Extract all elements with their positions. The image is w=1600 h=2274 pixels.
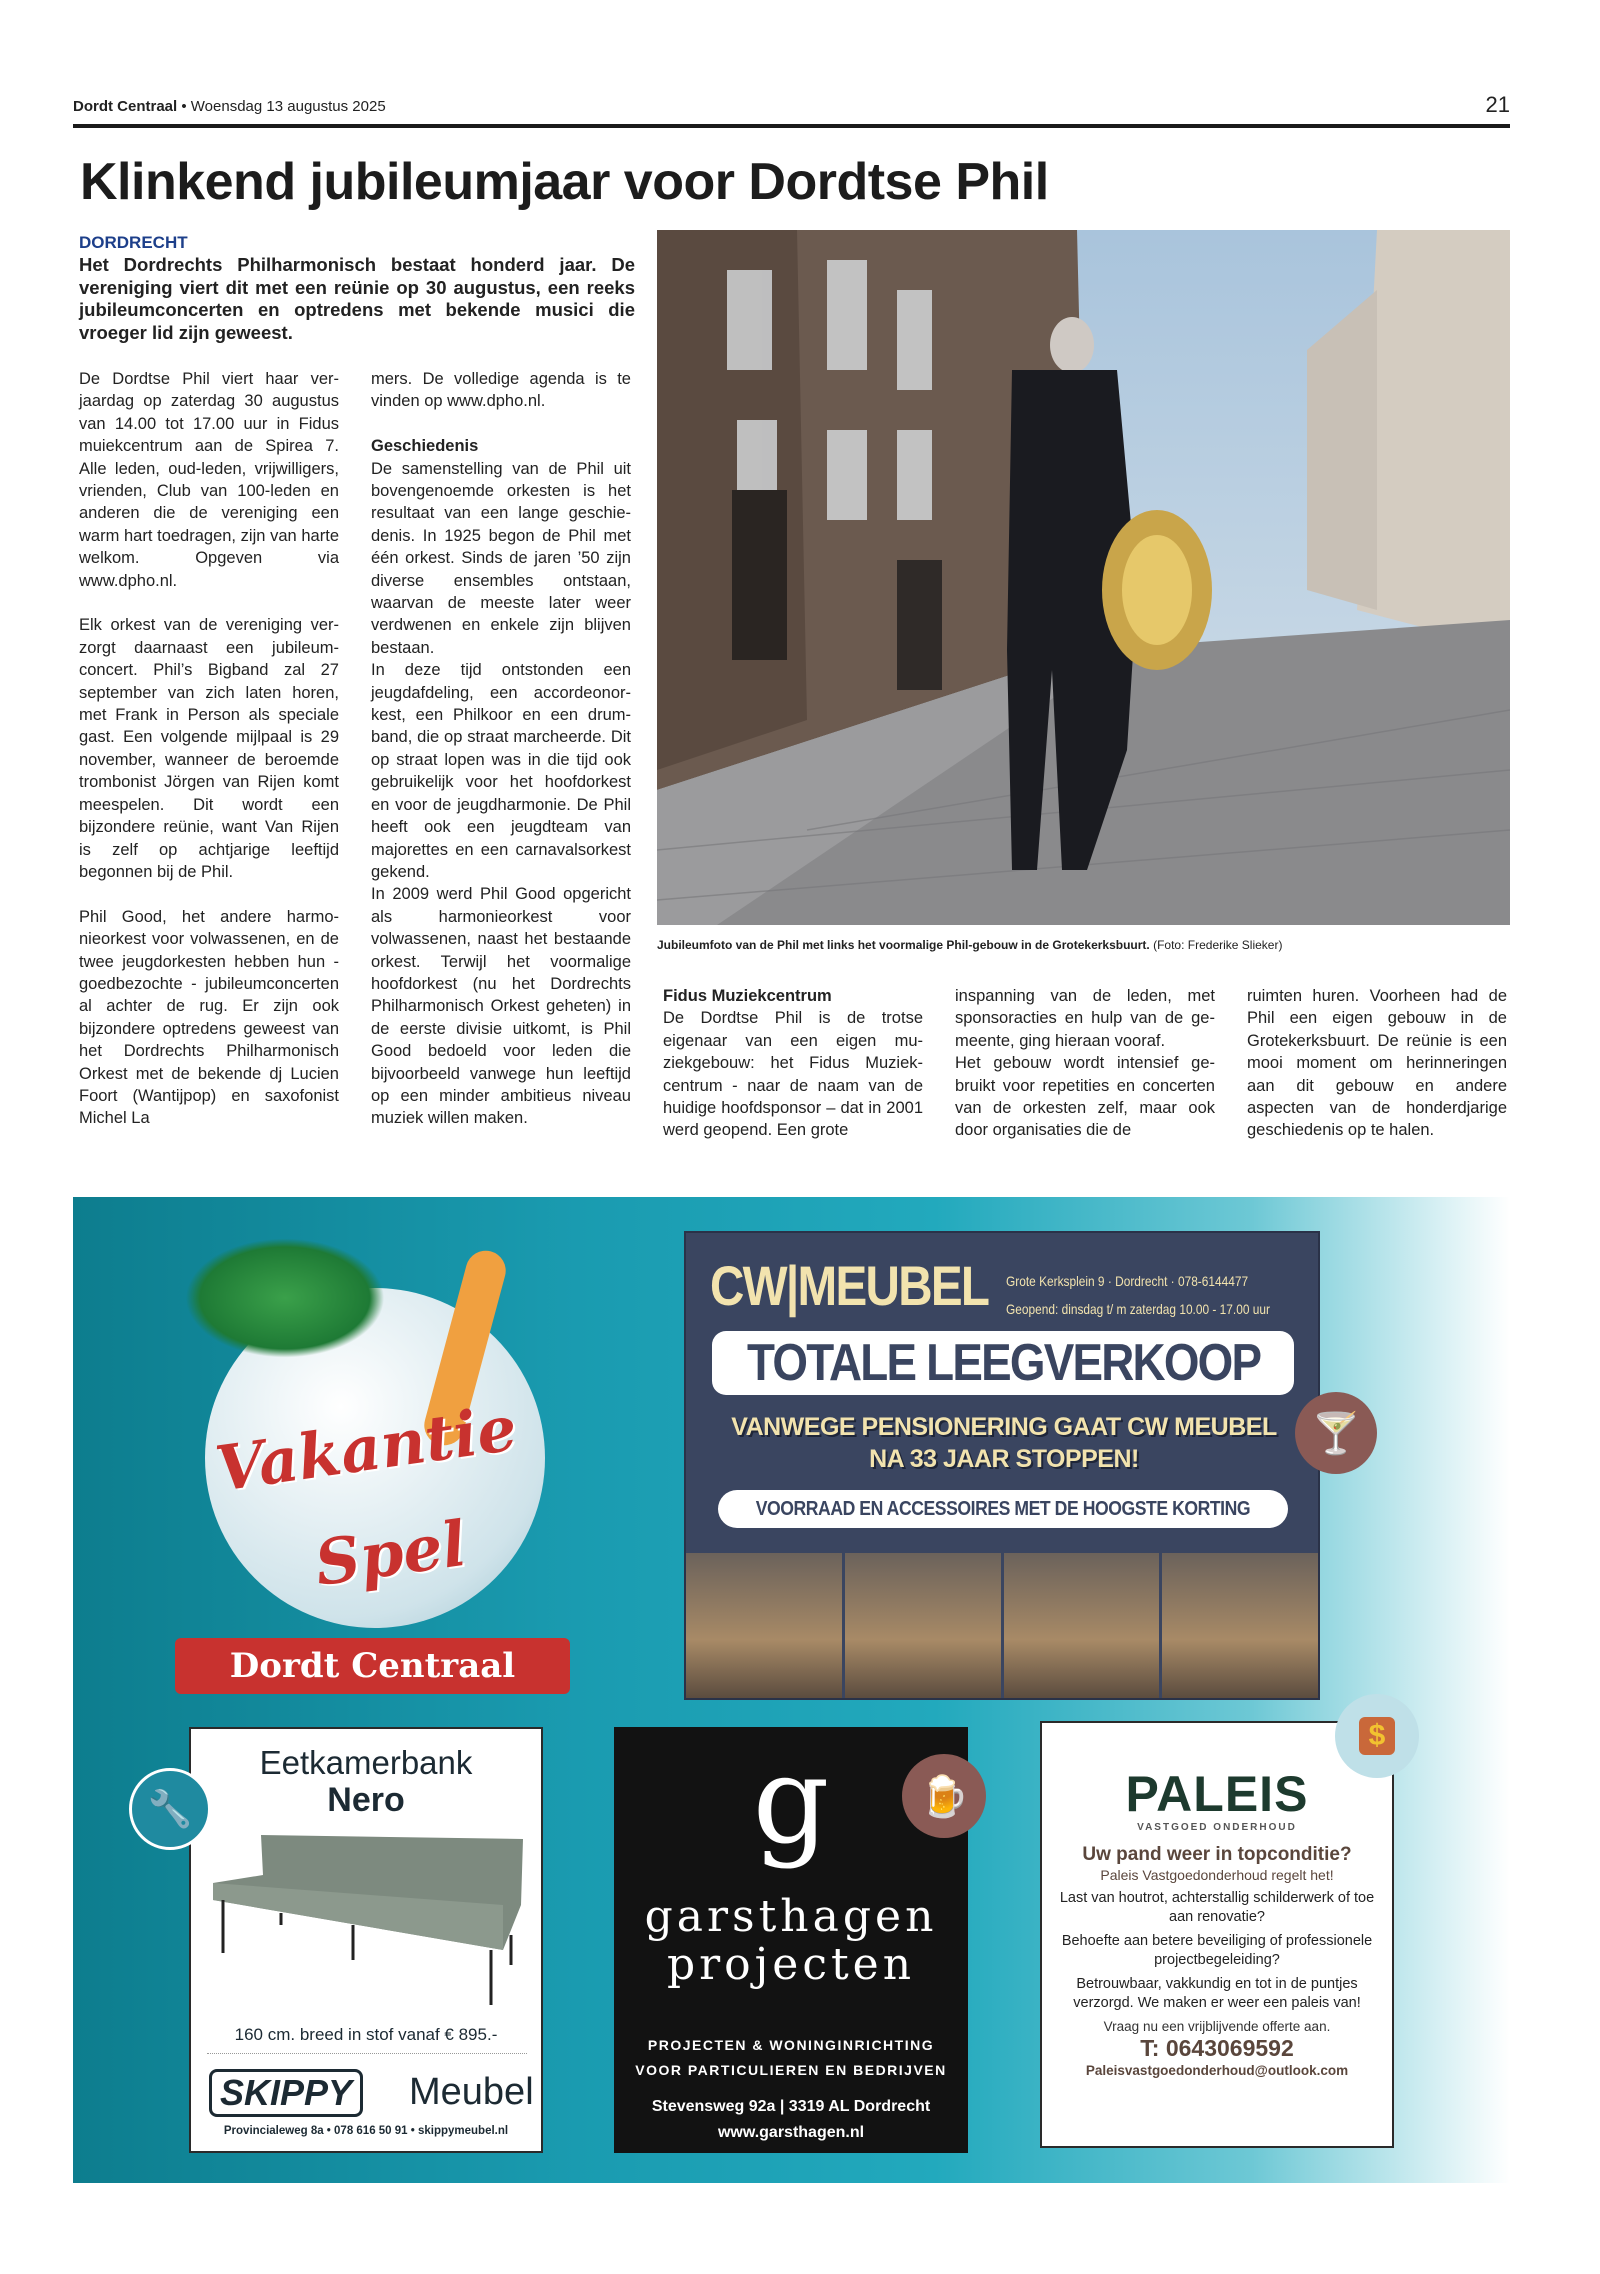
paragraph: Phil Good, het andere harmonieorkest voor volwassenen, en de twee jeugdorkesten hebben hun - goedbezochte - jubileumconcerten al achter de rug. Er zijn ook bijzondere optredens geweest van het Dordrechts Philharmonisch Orkest met de bekende dj Lucien Foort (Wantijpop) en saxofonist Michel La [79,907,339,1128]
skippy-price: 160 cm. breed in stof vanaf € 895.- [234,2025,498,2044]
beer-icon[interactable]: 🍺 [902,1754,986,1838]
issue-date: Woensdag 13 augustus 2025 [190,98,386,115]
garsthagen-name-2: projecten [666,1939,916,1990]
cw-meubel-ad[interactable] [684,1231,1320,1700]
cw-discount-pill [718,1490,1288,1528]
subheading-fidus: Fidus Muziekcentrum [663,987,832,1005]
bench-image [203,1825,533,2015]
paleis-ad[interactable] [1040,1721,1394,2148]
column-2 [371,368,631,1130]
article-lead: Het Dordrechts Philharmonisch bestaat honderd jaar. De vereniging viert dit met een reünie op 30 augustus, een reeks jubileumconcerten en optredens met bekende musici die vroeger lid zijn geweest. [79,254,635,343]
garsthagen-services [614,2033,968,2083]
subheading-geschiedenis: Geschiedenis [371,437,479,456]
column-3 [663,985,923,1164]
paragraph: In 2009 werd Phil Good opgericht als harmonieorkest voor volwassenen, naast het bestaande orkest. Terwijl het voormalige hoofdorkest (nu het Dordrechts Philharmonisch Orkest geheten) in de eerste divisie uitkomt, is Phil Good bedoeld voor leden die bijvoorbeeld vanwege hun leeftijd op een minder ambitieus niveau muziek willen maken. [371,885,631,1128]
paragraph: Het gebouw wordt intensief gebruikt voor repetities en concerten van de orkesten zelf, maar ook door organisaties die de [955,1054,1215,1140]
paragraph: De Dordtse Phil is de trotse eigenaar van een eigen muziekgebouw: het Fidus Muziekcentrum - naar de naam van de huidige hoofdsponsor – dat in 2001 werd geopend. Een grote [663,1009,923,1140]
tools-icon[interactable]: 🔧 [129,1768,211,1850]
skippy-product-name: Nero [327,1781,405,1819]
divider [207,2053,527,2054]
cw-discount-text: VOORRAAD EN ACCESSOIRES MET DE HOOGSTE KORTING [755,1498,1251,1520]
paragraph: mers. De volledige agenda is te vinden op www.dpho.nl. [371,370,631,411]
wallet-icon[interactable] [1335,1694,1419,1778]
paleis-p1: Last van houtrot, achterstallig schilderwerk of toe aan renovatie? [1059,1890,1375,1925]
garsthagen-logo: g [752,1732,830,1871]
garsthagen-website[interactable]: www.garsthagen.nl [717,2124,865,2141]
garsthagen-line-2: VOOR PARTICULIEREN EN BEDRIJVEN [635,2062,947,2078]
paragraph: De Dordtse Phil viert haar verjaardag op zaterdag 30 augustus van 14.00 tot 17.00 uur in Fidus muiekcentrum aan de Spirea 7. Alle leden, oud-leden, vrijwilligers, vrienden, Club van 100-leden en anderen die de vereniging een warm hart toedragen, zijn van harte welkom. Opgeven via www.dpho.nl. [79,370,339,590]
paragraph: ruimten huren. Voorheen had de Phil een eigen gebouw in de Grotekerksbuurt. De reünie is een mooi moment om herinneringen aan dit gebouw en andere aspecten van de honderdjarige geschiedenis op te halen. [1247,987,1507,1140]
cw-meubel-info [1006,1267,1270,1323]
dollar-icon: $ [1359,1717,1396,1755]
paleis-phone[interactable]: T: 0643069592 [1140,2035,1294,2061]
garsthagen-line-1: PROJECTEN & WONINGINRICHTING [647,2037,935,2053]
paleis-tagline: Paleis Vastgoedonderhoud regelt het! [1100,1867,1334,1883]
showroom-photo [1162,1553,1318,1698]
vakantie-spel-promo[interactable] [145,1208,597,1717]
paragraph: inspanning van de leden, met sponsoracties en hulp van de gemeente, ging hieraan vooraf. [955,987,1215,1050]
cw-sub-2: NA 33 JAAR STOPPEN! [869,1445,1139,1473]
showroom-photo [686,1553,842,1698]
paragraph: De samenstelling van de Phil uit bovengenoemde orkesten is het resultaat van een lange geschiedenis. In 1925 begon de Phil met één orkest. Sinds de jaren ’50 zijn diverse ensembles ontstaan, waarvan de meeste later weer verdwenen en enkele zijn blijven bestaan. [371,459,631,657]
cw-headline: TOTALE LEEGVERKOOP [746,1334,1261,1392]
promo-title-2: Spel [310,1506,471,1601]
garsthagen-address: Stevensweg 92a | 3319 AL Dordrecht [651,2098,931,2115]
column-4 [955,985,1215,1142]
paleis-email[interactable]: Paleisvastgoedonderhoud@outlook.com [1085,2063,1349,2078]
cw-address: Grote Kerksplein 9 · Dordrecht · 078-6144477 [1006,1273,1249,1289]
palm-leaves-icon [185,1238,385,1358]
paragraph: In deze tijd ontstonden een jeugdafdeling, een accordeonorkest, een Philkoor en een drumband, die op straat marcheerde. Dit op straat lopen was in die tijd ook gebruikelijk voor het hoofdorkest en voor de jeugdharmonie. De Phil heeft ook een jeugdteam van majorettes en een carnavalsorkest gekend. [371,661,631,881]
skippy-contact: Provincialeweg 8a • 078 616 50 91 • skippymeubel.nl [223,2125,509,2137]
paleis-cta: Vraag nu een vrijblijvende offerte aan. [1103,2019,1331,2034]
street-photo-illustration [657,230,1510,925]
page-number: 21 [1485,92,1510,117]
garsthagen-name [614,1893,968,1989]
skippy-title: Eetkamerbank [259,1744,473,1781]
paleis-headline: Uw pand weer in topconditie? [1082,1844,1352,1865]
cw-subtext [686,1411,1322,1475]
paleis-p3: Betrouwbaar, vakkundig en tot in de puntjes verzorgd. We maken er weer een paleis van! [1073,1976,1361,2011]
skippy-meubel-ad[interactable] [189,1727,543,2153]
cw-meubel-logo: CW|MEUBEL [710,1254,989,1317]
separator: • [181,98,187,115]
skippy-logo: SKIPPY [209,2069,363,2117]
article-title: Klinkend jubileumjaar voor Dordtse Phil [80,153,1049,211]
paragraph: Elk orkest van de vereniging verzorgt daarnaast een jubileumconcert. Phil’s Bigband zal 27 september van zich laten horen, met Frank in Person als speciale gast. Een volgende mijlpaal is 29 november, wanneer de beroemde trombonist Jörgen van Rijen komt meespelen. Dit wordt een bijzondere reünie, want Van Rijen is zelf op achtjarige leeftijd begonnen bij de Phil. [79,616,339,881]
cw-sub-1: VANWEGE PENSIONERING GAAT CW MEUBEL [731,1413,1277,1441]
column-1 [79,368,339,1152]
promo-title-1: Vakantie [211,1391,521,1506]
showroom-photo [1004,1553,1160,1698]
cw-headline-box [712,1331,1294,1395]
skippy-logo-meubel: Meubel [409,2071,534,2113]
cw-showroom-photos [686,1553,1318,1698]
caption-text: Jubileumfoto van de Phil met links het voormalige Phil-gebouw in de Grotekerksbuurt. [657,938,1150,952]
paleis-logo: PALEIS [1125,1766,1309,1822]
cocktail-icon[interactable]: 🍸 [1295,1392,1377,1474]
promo-brand-banner: Dordt Centraal [175,1638,570,1694]
garsthagen-name-1: garsthagen [644,1891,938,1942]
publication-name: Dordt Centraal [73,98,178,115]
page-header [73,92,1510,128]
column-5 [1247,985,1507,1164]
paleis-p2: Behoefte aan betere beveiliging of professionele projectbegeleiding? [1061,1933,1373,1968]
photo-caption [657,938,1282,952]
cw-hours: Geopend: dinsdag t/ m zaterdag 10.00 - 17.00 uur [1006,1301,1270,1317]
paleis-logo-sub: VASTGOED ONDERHOUD [1137,1822,1297,1833]
article-photo [657,230,1510,925]
photo-credit: (Foto: Frederike Slieker) [1153,938,1283,952]
dateline: DORDRECHT [79,233,188,252]
showroom-photo [845,1553,1001,1698]
